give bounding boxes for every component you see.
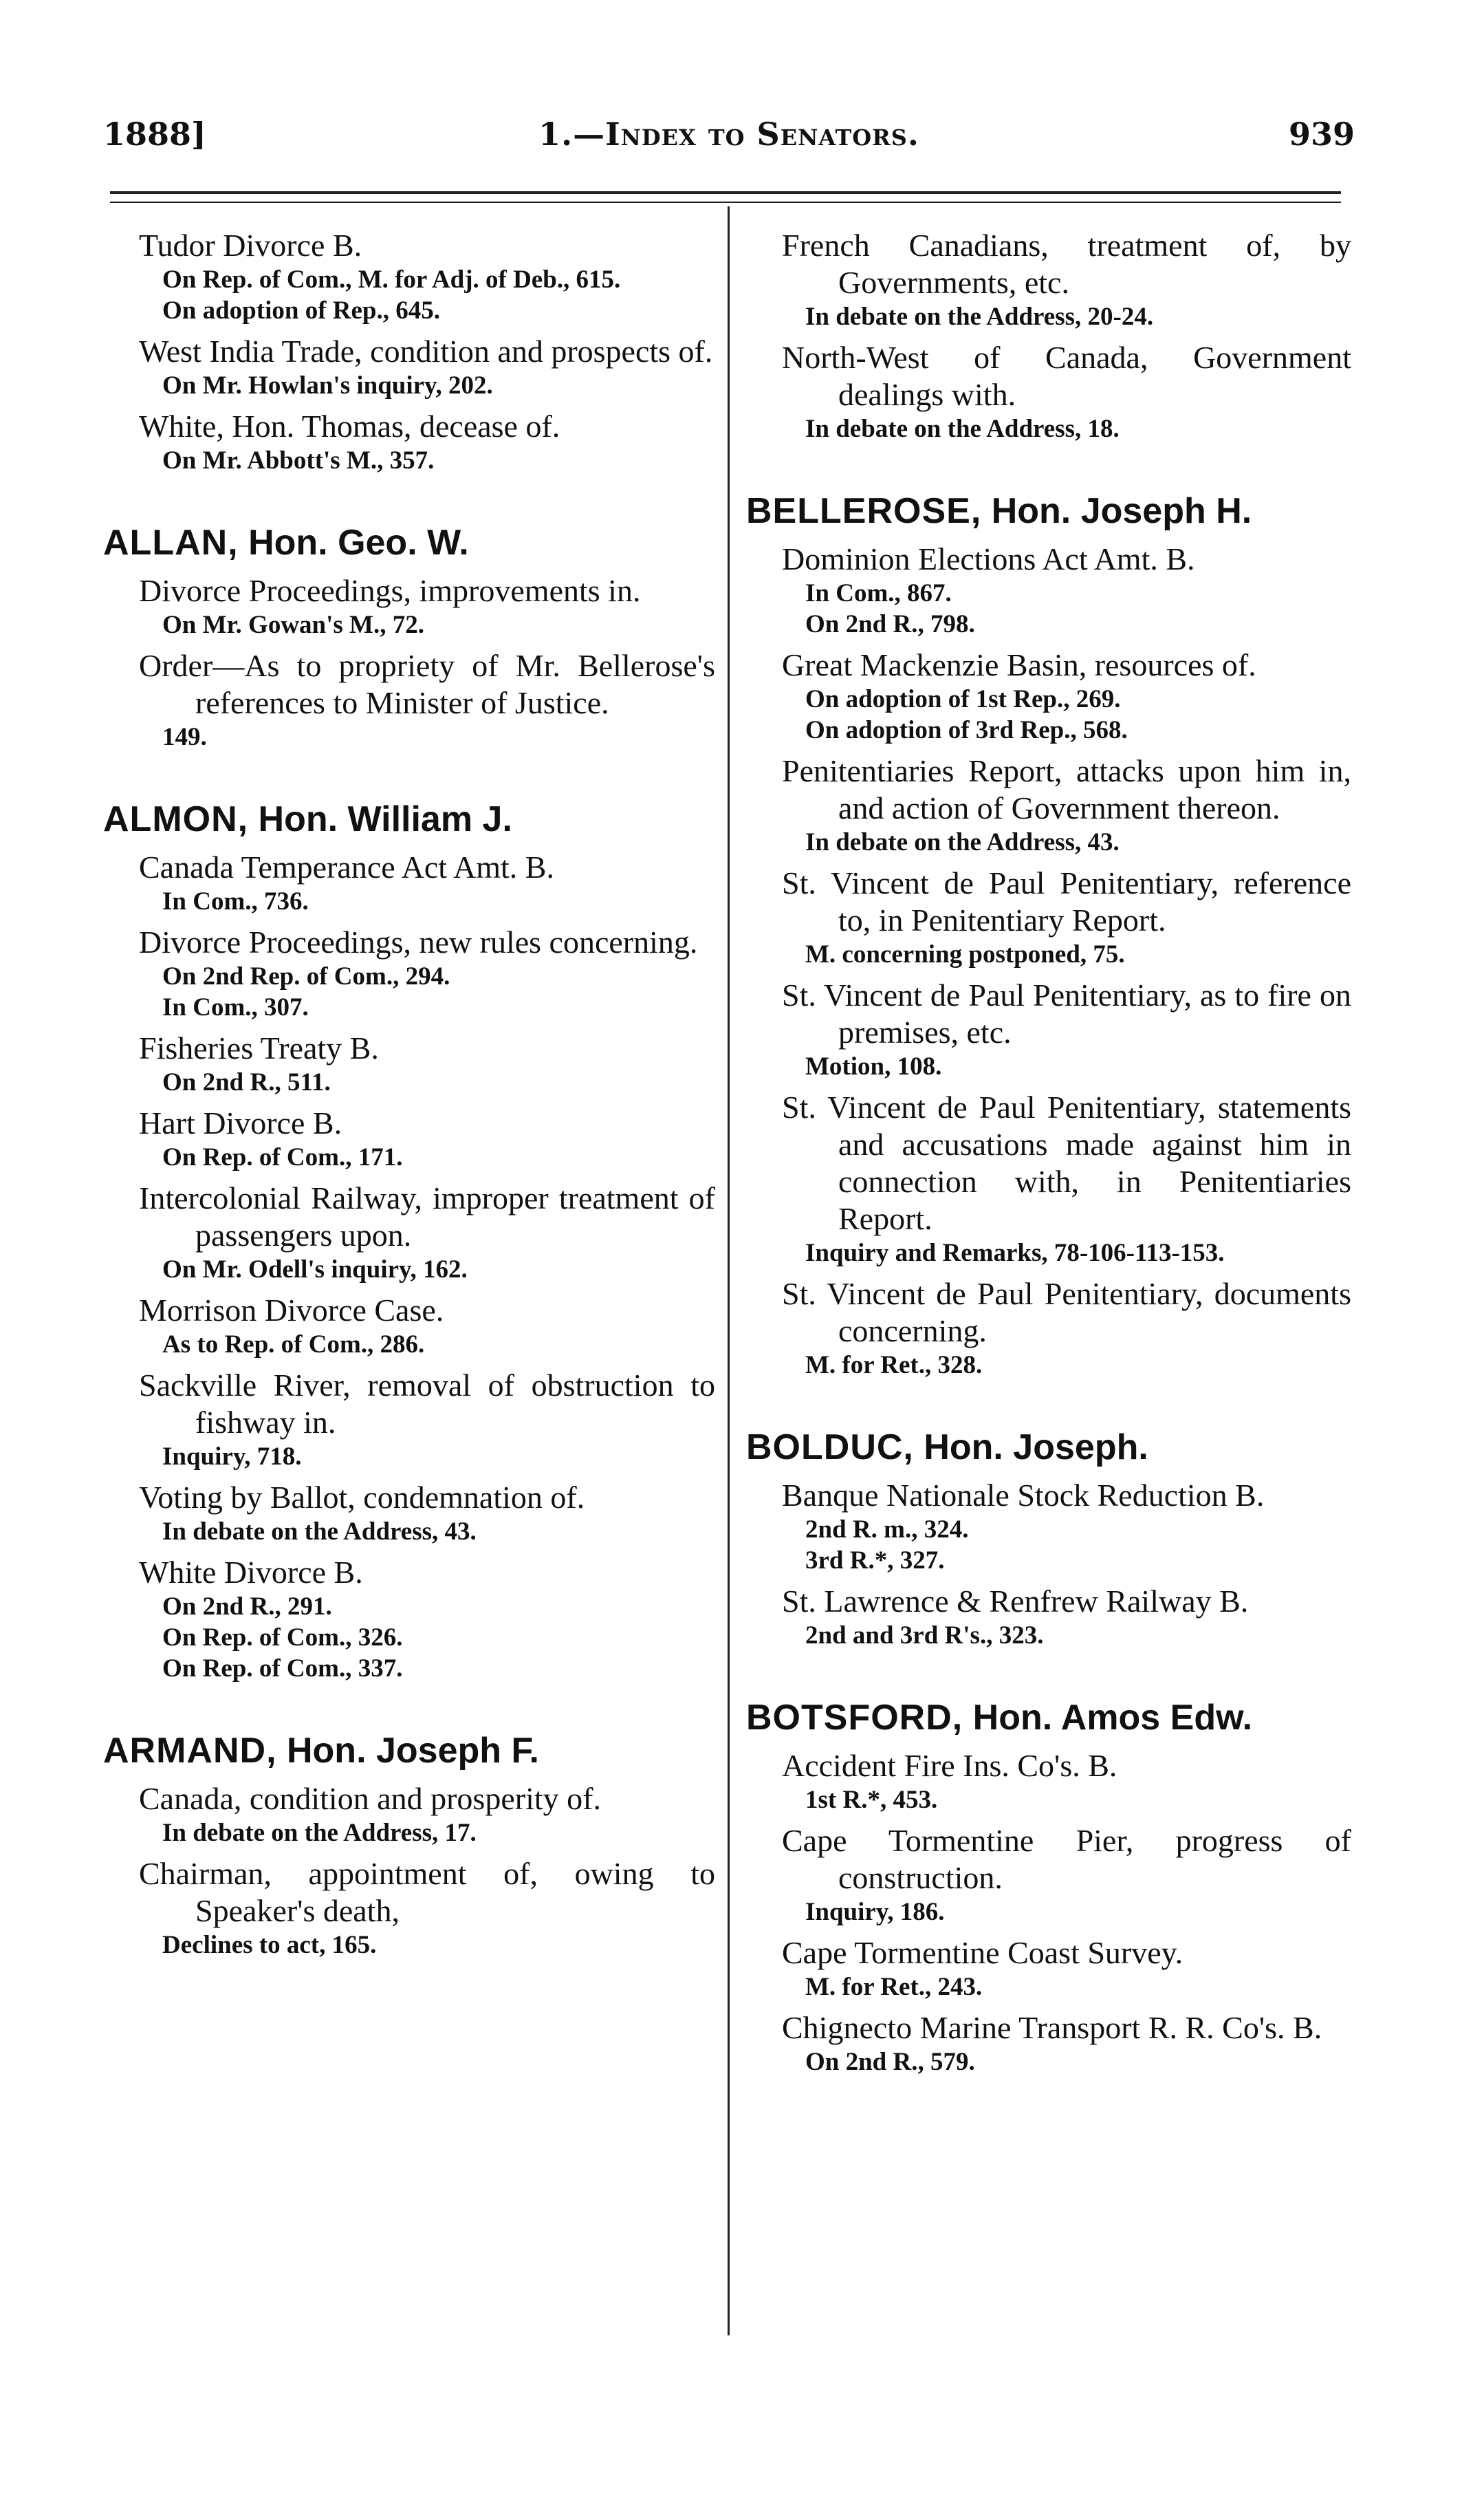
- header-rule-thick: [110, 191, 1341, 194]
- senator-heading: [103, 1727, 715, 1775]
- senator-heading: [746, 1423, 1351, 1471]
- senator-honorific: Hon. William J.: [258, 799, 512, 839]
- senator-section: [746, 487, 1351, 1381]
- senator-section: [746, 1694, 1351, 2077]
- entry-reference: On 2nd R., 579.: [805, 2048, 975, 2076]
- entry-reference: 1st R.*, 453.: [805, 1786, 938, 1814]
- entry-reference: As to Rep. of Com., 286.: [162, 1330, 425, 1359]
- entry-title: Voting by Ballot, condemnation of.: [139, 1480, 585, 1515]
- index-entry: [746, 1747, 1351, 1815]
- entry-reference: In debate on the Address, 20-24.: [805, 303, 1154, 331]
- entry-reference: On Rep. of Com., 337.: [162, 1654, 403, 1683]
- index-entry: [746, 1822, 1351, 1927]
- entry-title: French Canadians, treatment of, by Governments, etc.: [782, 228, 1351, 300]
- index-entry: [746, 541, 1351, 640]
- senator-name: BELLEROSE,: [746, 491, 982, 531]
- senator-heading: [746, 487, 1351, 535]
- entry-reference: On Mr. Howlan's inquiry, 202.: [162, 371, 493, 400]
- entry-reference: In Com., 867.: [805, 579, 952, 607]
- entry-title: Tudor Divorce B.: [139, 228, 362, 263]
- index-entry: [746, 865, 1351, 970]
- entry-title: Accident Fire Ins. Co's. B.: [782, 1748, 1117, 1783]
- index-entry: [103, 849, 715, 917]
- index-entry: [103, 1554, 715, 1684]
- entry-reference: On Mr. Abbott's M., 357.: [162, 446, 435, 475]
- index-entry: [103, 1780, 715, 1848]
- senator-section: [103, 1727, 715, 1960]
- entry-title: St. Vincent de Paul Penitentiary, documents concerning.: [782, 1276, 1351, 1348]
- entry-reference: On 2nd Rep. of Com., 294.: [162, 962, 450, 991]
- index-entry: [103, 227, 715, 326]
- entry-reference: On Mr. Odell's inquiry, 162.: [162, 1255, 468, 1284]
- header-title: 1.—Index to Senators.: [538, 116, 919, 153]
- entry-title: Sackville River, removal of obstruction to fishway in.: [139, 1368, 715, 1440]
- entry-title: Canada Temperance Act Amt. B.: [139, 850, 554, 885]
- header-year: 1888]: [103, 116, 206, 153]
- index-entry: [103, 572, 715, 640]
- index-entry: [103, 924, 715, 1023]
- index-entry: [746, 1089, 1351, 1268]
- senator-section: [103, 519, 715, 753]
- entry-title: St. Lawrence & Renfrew Railway B.: [782, 1584, 1249, 1619]
- entry-reference: 2nd and 3rd R's., 323.: [805, 1621, 1044, 1650]
- senator-heading: [103, 795, 715, 843]
- entry-reference: On Rep. of Com., 171.: [162, 1143, 403, 1171]
- entry-reference: M. concerning postponed, 75.: [805, 940, 1125, 969]
- entry-reference: In debate on the Address, 18.: [805, 415, 1120, 443]
- entry-reference: 2nd R. m., 324.: [805, 1515, 969, 1544]
- header-page-number: 939: [1288, 116, 1355, 153]
- entry-reference: M. for Ret., 243.: [805, 1973, 983, 2001]
- index-entry: [746, 339, 1351, 444]
- entry-title: Penitentiaries Report, attacks upon him in, and action of Government thereon.: [782, 753, 1351, 825]
- entry-title: North-West of Canada, Government dealings with.: [782, 340, 1351, 412]
- index-entry: [103, 408, 715, 476]
- entry-reference: In debate on the Address, 43.: [162, 1517, 477, 1546]
- right-column: [746, 227, 1351, 2084]
- entry-reference: Motion, 108.: [805, 1052, 942, 1081]
- senator-heading: [746, 1694, 1351, 1742]
- entry-title: Cape Tormentine Pier, progress of construction.: [782, 1823, 1351, 1895]
- index-entry: [103, 1292, 715, 1360]
- entry-reference: 149.: [162, 723, 207, 751]
- entry-title: Chignecto Marine Transport R. R. Co's. B.: [782, 2010, 1322, 2045]
- senator-heading: [103, 519, 715, 567]
- header-rule-thin: [110, 202, 1341, 203]
- entry-reference: Inquiry, 718.: [162, 1443, 302, 1471]
- entry-title: Morrison Divorce Case.: [139, 1293, 444, 1328]
- column-divider: [728, 206, 730, 2335]
- entry-reference: Declines to act, 165.: [162, 1931, 377, 1959]
- entry-title: Chairman, appointment of, owing to Speaker's death,: [139, 1856, 715, 1928]
- entry-title: Dominion Elections Act Amt. B.: [782, 541, 1195, 576]
- index-entry: [103, 647, 715, 753]
- entry-reference: On Rep. of Com., M. for Adj. of Deb., 615.: [162, 266, 621, 294]
- senator-honorific: Hon. Joseph F.: [286, 1731, 539, 1771]
- senator-section: [746, 1423, 1351, 1651]
- entry-title: Hart Divorce B.: [139, 1105, 342, 1141]
- entry-title: Intercolonial Railway, improper treatment of passengers upon.: [139, 1180, 715, 1253]
- senator-honorific: Hon. Geo. W.: [248, 523, 469, 563]
- entry-title: West India Trade, condition and prospects of.: [139, 334, 713, 369]
- senator-name: ARMAND,: [103, 1731, 277, 1771]
- entry-title: St. Vincent de Paul Penitentiary, statements and accusations made against him in connection with, in Penitentiaries Report.: [782, 1090, 1351, 1236]
- continued-section: [746, 227, 1351, 444]
- entry-reference: In debate on the Address, 43.: [805, 828, 1120, 856]
- index-entry: [746, 1275, 1351, 1381]
- continued-section: [103, 227, 715, 476]
- entry-title: Canada, condition and prosperity of.: [139, 1781, 601, 1816]
- entry-title: Banque Nationale Stock Reduction B.: [782, 1478, 1265, 1513]
- senator-section: [103, 795, 715, 1684]
- index-entry: [746, 977, 1351, 1082]
- entry-title: Divorce Proceedings, new rules concerning.: [139, 925, 698, 960]
- senator-name: ALLAN,: [103, 523, 239, 563]
- entry-reference: On adoption of 1st Rep., 269.: [805, 685, 1121, 713]
- entry-title: White Divorce B.: [139, 1555, 363, 1590]
- senator-honorific: Hon. Amos Edw.: [972, 1698, 1253, 1738]
- entry-reference: On 2nd R., 291.: [162, 1592, 332, 1621]
- index-entry: [746, 1477, 1351, 1576]
- index-entry: [103, 1855, 715, 1960]
- senator-honorific: Hon. Joseph.: [924, 1427, 1148, 1467]
- entry-title: Cape Tormentine Coast Survey.: [782, 1935, 1183, 1970]
- senator-name: BOLDUC,: [746, 1427, 914, 1467]
- entry-reference: On adoption of 3rd Rep., 568.: [805, 716, 1128, 744]
- index-entry: [746, 227, 1351, 332]
- index-entry: [103, 1367, 715, 1472]
- index-entry: [746, 2009, 1351, 2077]
- index-entry: [103, 1105, 715, 1173]
- senator-name: BOTSFORD,: [746, 1698, 963, 1738]
- index-entry: [103, 1030, 715, 1098]
- index-entry: [103, 1180, 715, 1285]
- entry-reference: 3rd R.*, 327.: [805, 1546, 945, 1575]
- entry-title: Order—As to propriety of Mr. Bellerose's references to Minister of Justice.: [139, 648, 715, 720]
- senator-name: ALMON,: [103, 799, 249, 839]
- entry-title: Divorce Proceedings, improvements in.: [139, 573, 641, 608]
- entry-title: Great Mackenzie Basin, resources of.: [782, 647, 1256, 682]
- entry-reference: In Com., 736.: [162, 887, 309, 916]
- index-entry: [746, 1934, 1351, 2002]
- page-header: [103, 116, 1355, 157]
- entry-reference: On 2nd R., 798.: [805, 610, 975, 638]
- index-entry: [746, 753, 1351, 858]
- entry-reference: M. for Ret., 328.: [805, 1351, 983, 1379]
- entry-reference: On Rep. of Com., 326.: [162, 1623, 403, 1652]
- entry-title: Fisheries Treaty B.: [139, 1030, 379, 1066]
- entry-reference: Inquiry and Remarks, 78-106-113-153.: [805, 1239, 1225, 1267]
- entry-reference: On 2nd R., 511.: [162, 1068, 331, 1097]
- entry-title: White, Hon. Thomas, decease of.: [139, 409, 560, 444]
- entry-reference: Inquiry, 186.: [805, 1898, 945, 1926]
- entry-title: St. Vincent de Paul Penitentiary, as to fire on premises, etc.: [782, 977, 1351, 1050]
- index-entry: [103, 1479, 715, 1547]
- entry-reference: On adoption of Rep., 645.: [162, 296, 440, 325]
- entry-reference: In debate on the Address, 17.: [162, 1819, 477, 1847]
- index-entry: [746, 647, 1351, 746]
- left-column: [103, 227, 715, 1967]
- entry-title: St. Vincent de Paul Penitentiary, reference to, in Penitentiary Report.: [782, 865, 1351, 938]
- entry-reference: On Mr. Gowan's M., 72.: [162, 611, 424, 639]
- entry-reference: In Com., 307.: [162, 993, 309, 1022]
- index-entry: [746, 1583, 1351, 1651]
- index-entry: [103, 333, 715, 401]
- senator-honorific: Hon. Joseph H.: [991, 491, 1252, 531]
